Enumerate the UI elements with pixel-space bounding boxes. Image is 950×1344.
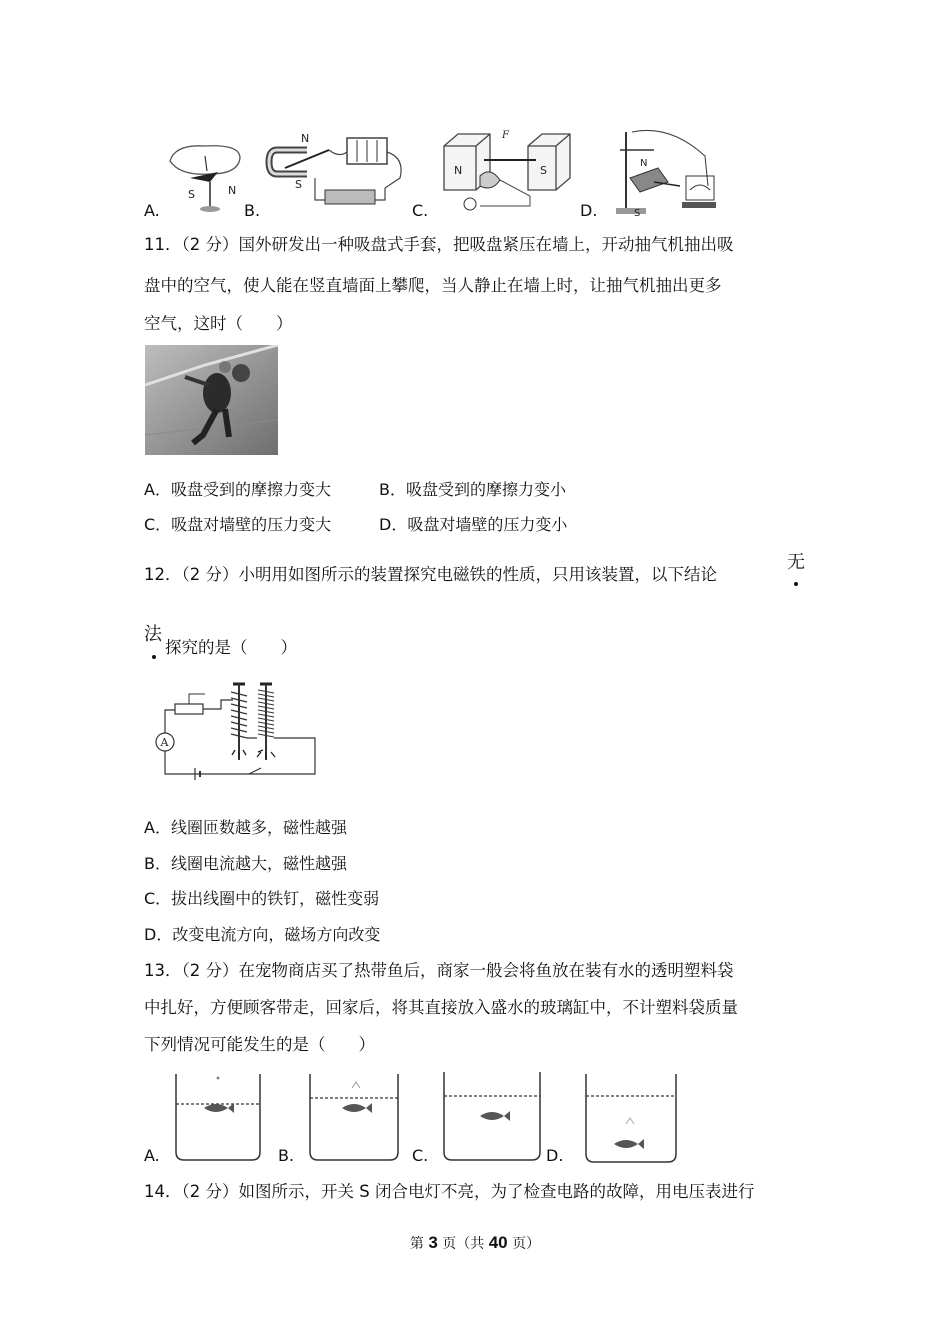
q10-fig-a-letter-n: N [228,184,237,197]
q13-label-c: C. [412,1146,429,1165]
footer-total-pages: 40 [488,1233,508,1252]
q12-emphasis-dot-1 [794,582,798,586]
q13-tank-d [582,1072,680,1166]
q10-fig-b-letter-n: N [301,132,310,145]
q11-line-3: 空气，这时（ ） [144,314,293,333]
q11-line-1: 11．（2 分）国外研发出一种吸盘式手套，把吸盘紧压在墙上，开动抽气机抽出吸 [144,235,734,254]
q10-figure-a [160,136,250,218]
q12-option-d[interactable]: D．改变电流方向，磁场方向改变 [144,925,381,944]
q12-line-1: 12．（2 分）小明用如图所示的装置探究电磁铁的性质，只用该装置，以下结论 [144,565,717,584]
q10-fig-c-letter-s: S [540,164,547,177]
q12-emphasis-wu: 无 [787,552,805,573]
q12-circuit-diagram [145,680,325,780]
q11-option-b[interactable]: B．吸盘受到的摩擦力变小 [379,480,566,499]
q13-label-b: B. [278,1146,295,1165]
q14-line-1: 14．（2 分）如图所示，开关 S 闭合电灯不亮，为了检查电路的故障，用电压表进行 [144,1182,755,1201]
q12-option-a[interactable]: A．线圈匝数越多，磁性越强 [144,818,347,837]
q12-emphasis-dot-2 [152,655,156,659]
q11-line-2: 盘中的空气，使人能在竖直墙面上攀爬，当人静止在墙上时，让抽气机抽出更多 [144,276,722,295]
q10-label-c: C. [412,201,429,220]
footer-suffix: 页） [507,1236,541,1252]
q10-fig-d-letter-s: S [634,208,641,218]
q12-option-c[interactable]: C．拔出线圈中的铁钉，磁性变弱 [144,889,380,908]
q10-fig-b-letter-s: S [295,178,302,191]
q12-line-2: 探究的是（ ） [165,638,297,657]
q13-label-d: D. [546,1146,564,1165]
q13-tank-a [172,1072,264,1164]
q10-fig-a-letter-s: S [188,188,195,201]
q13-line-3: 下列情况可能发生的是（ ） [144,1035,375,1054]
q12-emphasis-fa: 法 [144,624,162,645]
q11-option-a[interactable]: A．吸盘受到的摩擦力变大 [144,480,331,499]
q10-figure-d [610,126,720,218]
q11-photo-climber [145,345,278,455]
q12-option-b[interactable]: B．线圈电流越大，磁性越强 [144,854,347,873]
q11-option-d[interactable]: D．吸盘对墙壁的压力变小 [379,515,568,534]
q13-tank-c [440,1070,544,1164]
q13-tank-b [306,1072,402,1164]
footer-middle: 页（共 [437,1236,489,1252]
q10-figure-c [440,126,575,218]
q10-fig-c-letter-n: N [454,164,463,177]
q10-label-d: D. [580,201,598,220]
q13-label-a: A. [144,1146,160,1165]
footer-prefix: 第 [409,1236,429,1252]
q11-option-c[interactable]: C．吸盘对墙壁的压力变大 [144,515,332,534]
q12-ammeter-label: A [160,736,169,749]
q10-figure-b [265,128,415,220]
q10-label-a: A. [144,201,160,220]
q10-fig-c-letter-f: F [502,130,509,141]
q10-fig-d-letter-n: N [640,158,648,169]
q13-line-1: 13．（2 分）在宠物商店买了热带鱼后，商家一般会将鱼放在装有水的透明塑料袋 [144,961,734,980]
page-footer [0,1233,950,1253]
q10-label-b: B. [244,201,261,220]
footer-page-number: 3 [428,1233,438,1252]
q13-line-2: 中扎好，方便顾客带走，回家后，将其直接放入盛水的玻璃缸中，不计塑料袋质量 [144,998,738,1017]
